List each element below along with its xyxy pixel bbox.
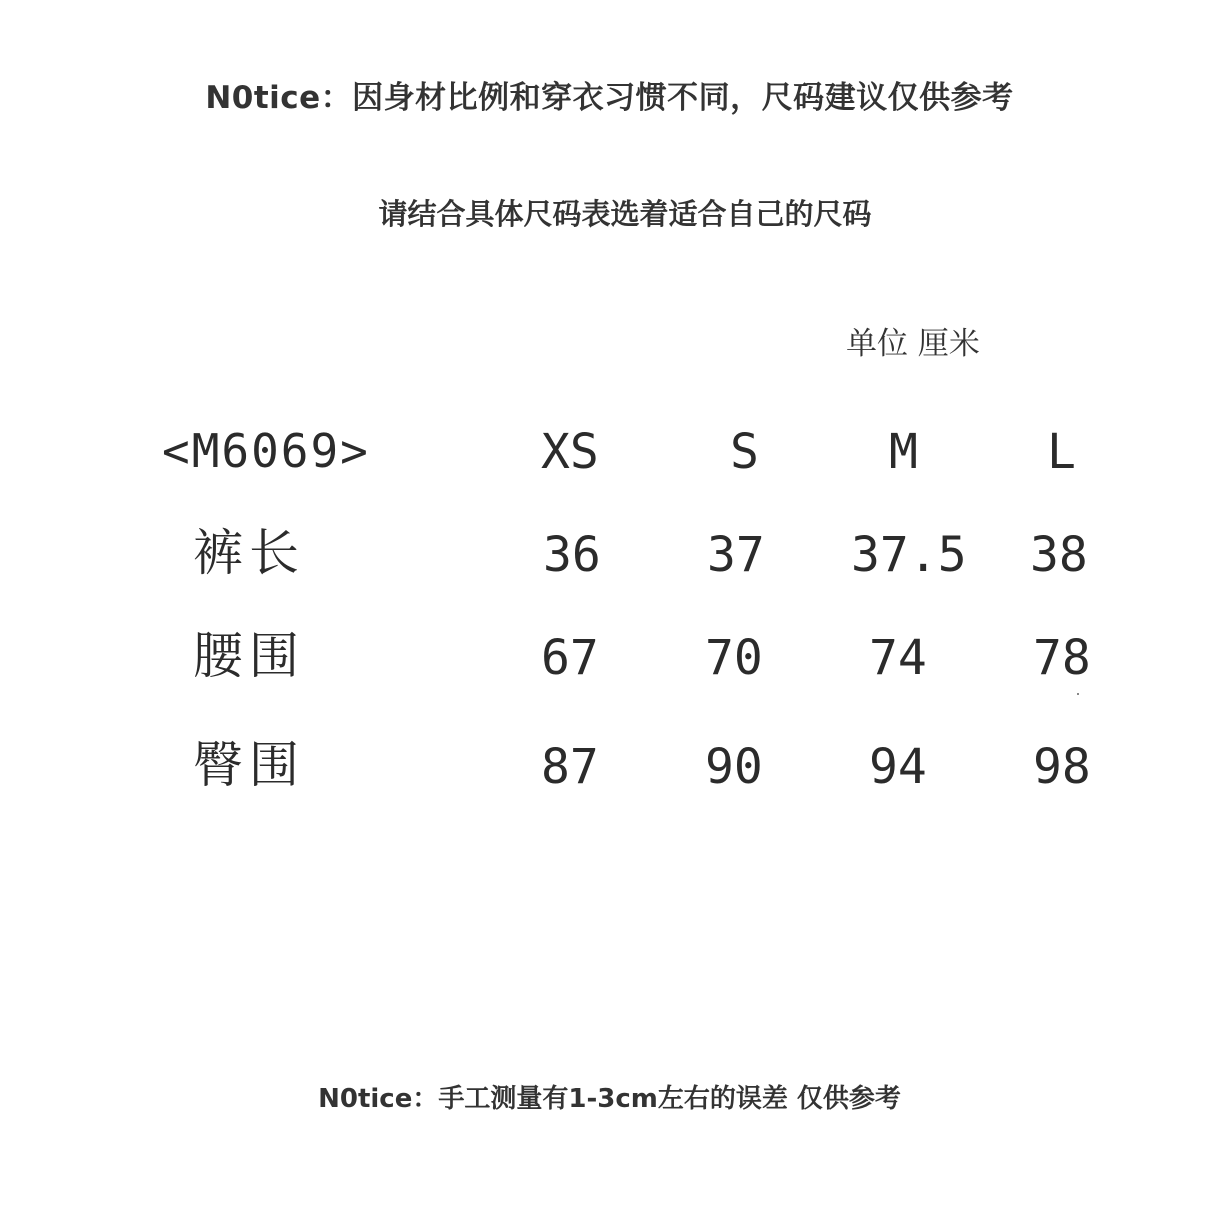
table-cell: 37 — [707, 527, 765, 583]
table-cell: 78 — [1033, 630, 1091, 686]
model-number: <M6069> — [162, 424, 370, 478]
table-cell: 98 — [1033, 739, 1091, 795]
table-cell: 90 — [705, 739, 763, 795]
table-cell: 87 — [541, 739, 599, 795]
notice-bottom: N0tice：手工测量有1-3cm左右的误差 仅供参考 — [318, 1084, 901, 1114]
size-header-l: L — [1047, 424, 1076, 480]
table-cell: 37.5 — [851, 527, 967, 583]
size-header-m: M — [889, 424, 918, 480]
table-cell: 74 — [869, 630, 927, 686]
unit-label: 单位 厘米 — [846, 326, 980, 362]
stray-dot — [1077, 693, 1079, 695]
table-cell: 67 — [541, 630, 599, 686]
notice-subtitle: 请结合具体尺码表选着适合自己的尺码 — [378, 197, 872, 231]
table-cell: 38 — [1030, 527, 1088, 583]
row-label-waist: 腰围 — [193, 627, 305, 685]
size-header-xs: XS — [541, 424, 599, 480]
notice-top: N0tice：因身材比例和穿衣习惯不同，尺码建议仅供参考 — [205, 80, 1014, 116]
row-label-length: 裤长 — [193, 524, 305, 582]
table-cell: 36 — [543, 527, 601, 583]
table-cell: 70 — [705, 630, 763, 686]
table-cell: 94 — [869, 739, 927, 795]
row-label-hip: 臀围 — [193, 736, 305, 794]
size-header-s: S — [730, 424, 759, 480]
